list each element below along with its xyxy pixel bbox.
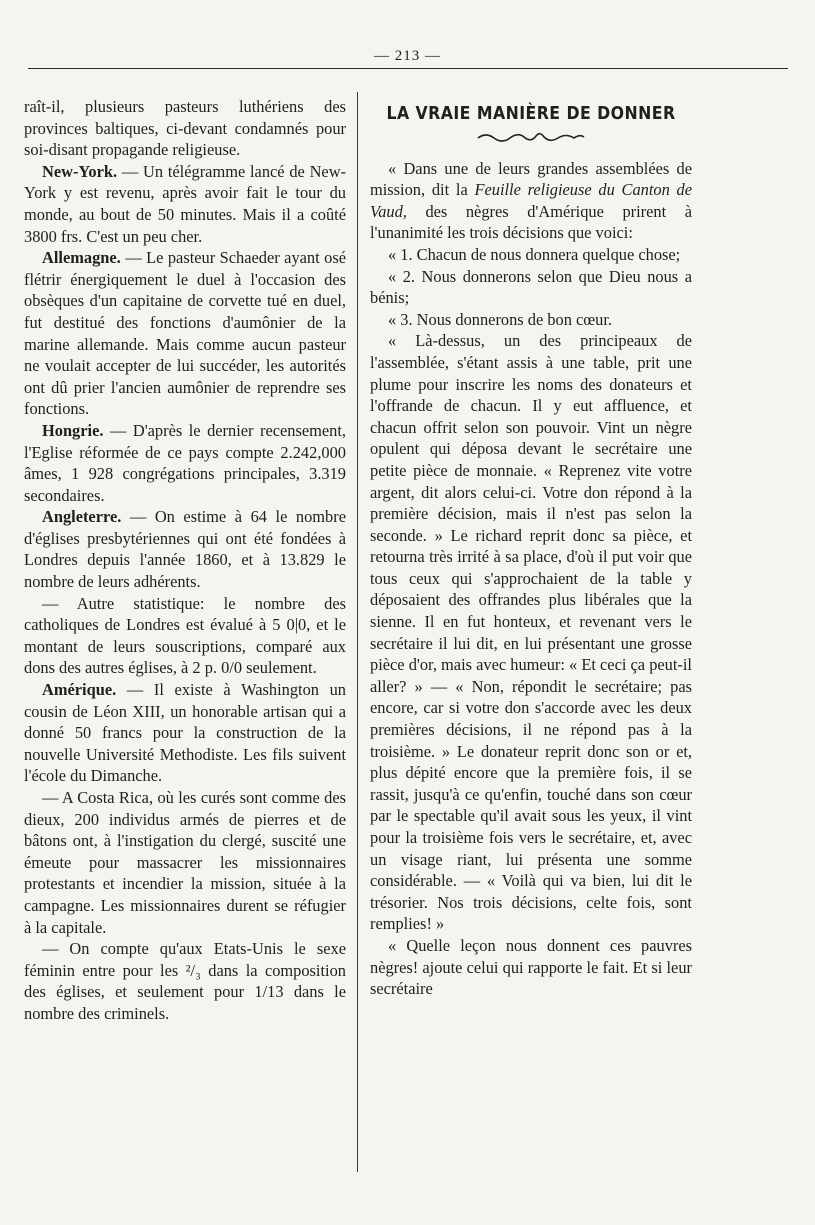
news-paragraph-statistique: — Autre statistique: le nombre des catholiques de Londres est évalué à 5 0|0, et le montant de leurs souscriptions, comparé aux dons des autres églises, à 2 p. 0/0 seulement. [24,593,346,678]
article-paragraph-decision-3: « 3. Nous donnerons de bon cœur. [388,309,612,329]
news-paragraph-new-york: New-York. — Un télégramme lancé de New-York y est revenu, après avoir fait le tour du monde, au bout de 50 minutes. Mais il a coûté 3800 frs. C'est un peu cher. [24,161,346,246]
article-title: LA VRAIE MANIÈRE DE DONNER [386,104,676,124]
right-column [370,96,692,1000]
news-paragraph-allemagne: Allemagne. — Le pasteur Schaeder ayant osé flétrir énergiquement le duel à l'occasion des obsèques d'un capitaine de corvette tué en duel, fut destitué des fonctions d'aumônier de la marine allemande. Mais comme aucun pasteur ne voulait accepter de lui succéder, les autorités ont dû prier l'ancien aumônier de reprendre ses fonctions. [24,248,346,419]
page-number: — 213 — [374,48,441,64]
news-paragraph-hongrie: Hongrie. — D'après le dernier recensement, l'Eglise réformée de ce pays compte 2.242,000 âmes, 1 928 congrégations principales, 3.319 secondaires. [24,420,346,505]
ornament-flourish-icon [476,130,586,144]
news-paragraph-costa-rica: — A Costa Rica, où les curés sont comme des dieux, 200 individus armés de pierres et de bâtons ont, à l'instigation du clergé, suscité une émeute pour massacrer les missionnaires protestants et incendier la mission, située à la campagne. Les missionnaires durent se réfugier à la capitale. [24,788,346,937]
news-paragraph-amerique: Amérique. — Il existe à Washington un cousin de Léon XIII, un honorable artisan qui a donné 50 francs pour la construction de la nouvelle Université Methodiste. Les fils suivent l'école du Dimanche. [24,680,346,786]
article-paragraph-story: « Là-dessus, un des principeaux de l'assemblée, s'étant assis à une table, prit une plume pour inscrire les noms des donateurs et l'offrande de chacun. Il y eut affluence, et chacun offrit selon son pouvoir. Vint un nègre opulent qui déposa devant le secrétaire une petite pièce de monnaie. « Reprenez vite votre argent, dit alors celui-ci. Votre don répond à la première décision, mais il n'est pas selon la seconde. » Le richard reprit donc sa pièce, et retourna très irrité à sa place, d'où il put voir que tous ceux qui s'approchaient de la table y déposaient des offrandes plus libérales que la sienne. Il en fut honteux, et revenant vers le secrétaire il lui dit, en lui présentant une grosse pièce d'or, mais avec humeur: « Et ceci ça peut-il aller? » — « Non, répondit le secrétaire; pas encore, car si votre don s'accorde avec les deux premières décisions, il ne répond pas à la troisième. » Le donateur reprit donc son or et, plus dépité encore que la première fois, il se rassit, jusqu'à ce qu'enfin, touché dans son cœur par le spectable qu'il avait sous les yeux, il vint pour la troisième fois vers le secrétaire, et, avec un visage riant, lui présenta une somme considérable. — « Voilà qui va bien, lui dit le trésorier. Nos trois décisions, celte fois, sont remplies! » [370,331,692,934]
article-paragraph-lesson: « Quelle leçon nous donnent ces pauvres nègres! ajoute celui qui rapporte le fait. Et si leur secrétaire [370,935,692,999]
article-paragraph-0: « Dans une de leurs grandes assemblées de mission, dit la Feuille religieuse du Canton de Vaud, des nègres d'Amérique prirent à l'unanimité les trois décisions que voici: [370,158,693,243]
news-paragraph-etats-unis: — On compte qu'aux Etats-Unis le sexe féminin entre pour les ²/₃ dans la composition des églises, et seulement pour 1/13 dans le nombre des criminels. [24,939,346,1023]
header-rule [28,68,788,69]
article-paragraph-decision-1: « 1. Chacun de nous donnera quelque chose; [388,244,681,264]
news-paragraph-angleterre: Angleterre. — On estime à 64 le nombre d'églises presbytériennes qui ont été fondées à Londres depuis l'année 1860, et à 13.829 le nombre de leurs adhérents. [24,507,346,592]
left-column [24,96,346,1025]
news-paragraph-0: raît-il, plusieurs pasteurs luthériens des provinces baltiques, ci-devant condamnés pour soi-disant propagande religieuse. [24,97,346,160]
column-divider [357,92,358,1172]
article-paragraph-decision-2: « 2. Nous donnerons selon que Dieu nous a bénis; [370,266,692,308]
